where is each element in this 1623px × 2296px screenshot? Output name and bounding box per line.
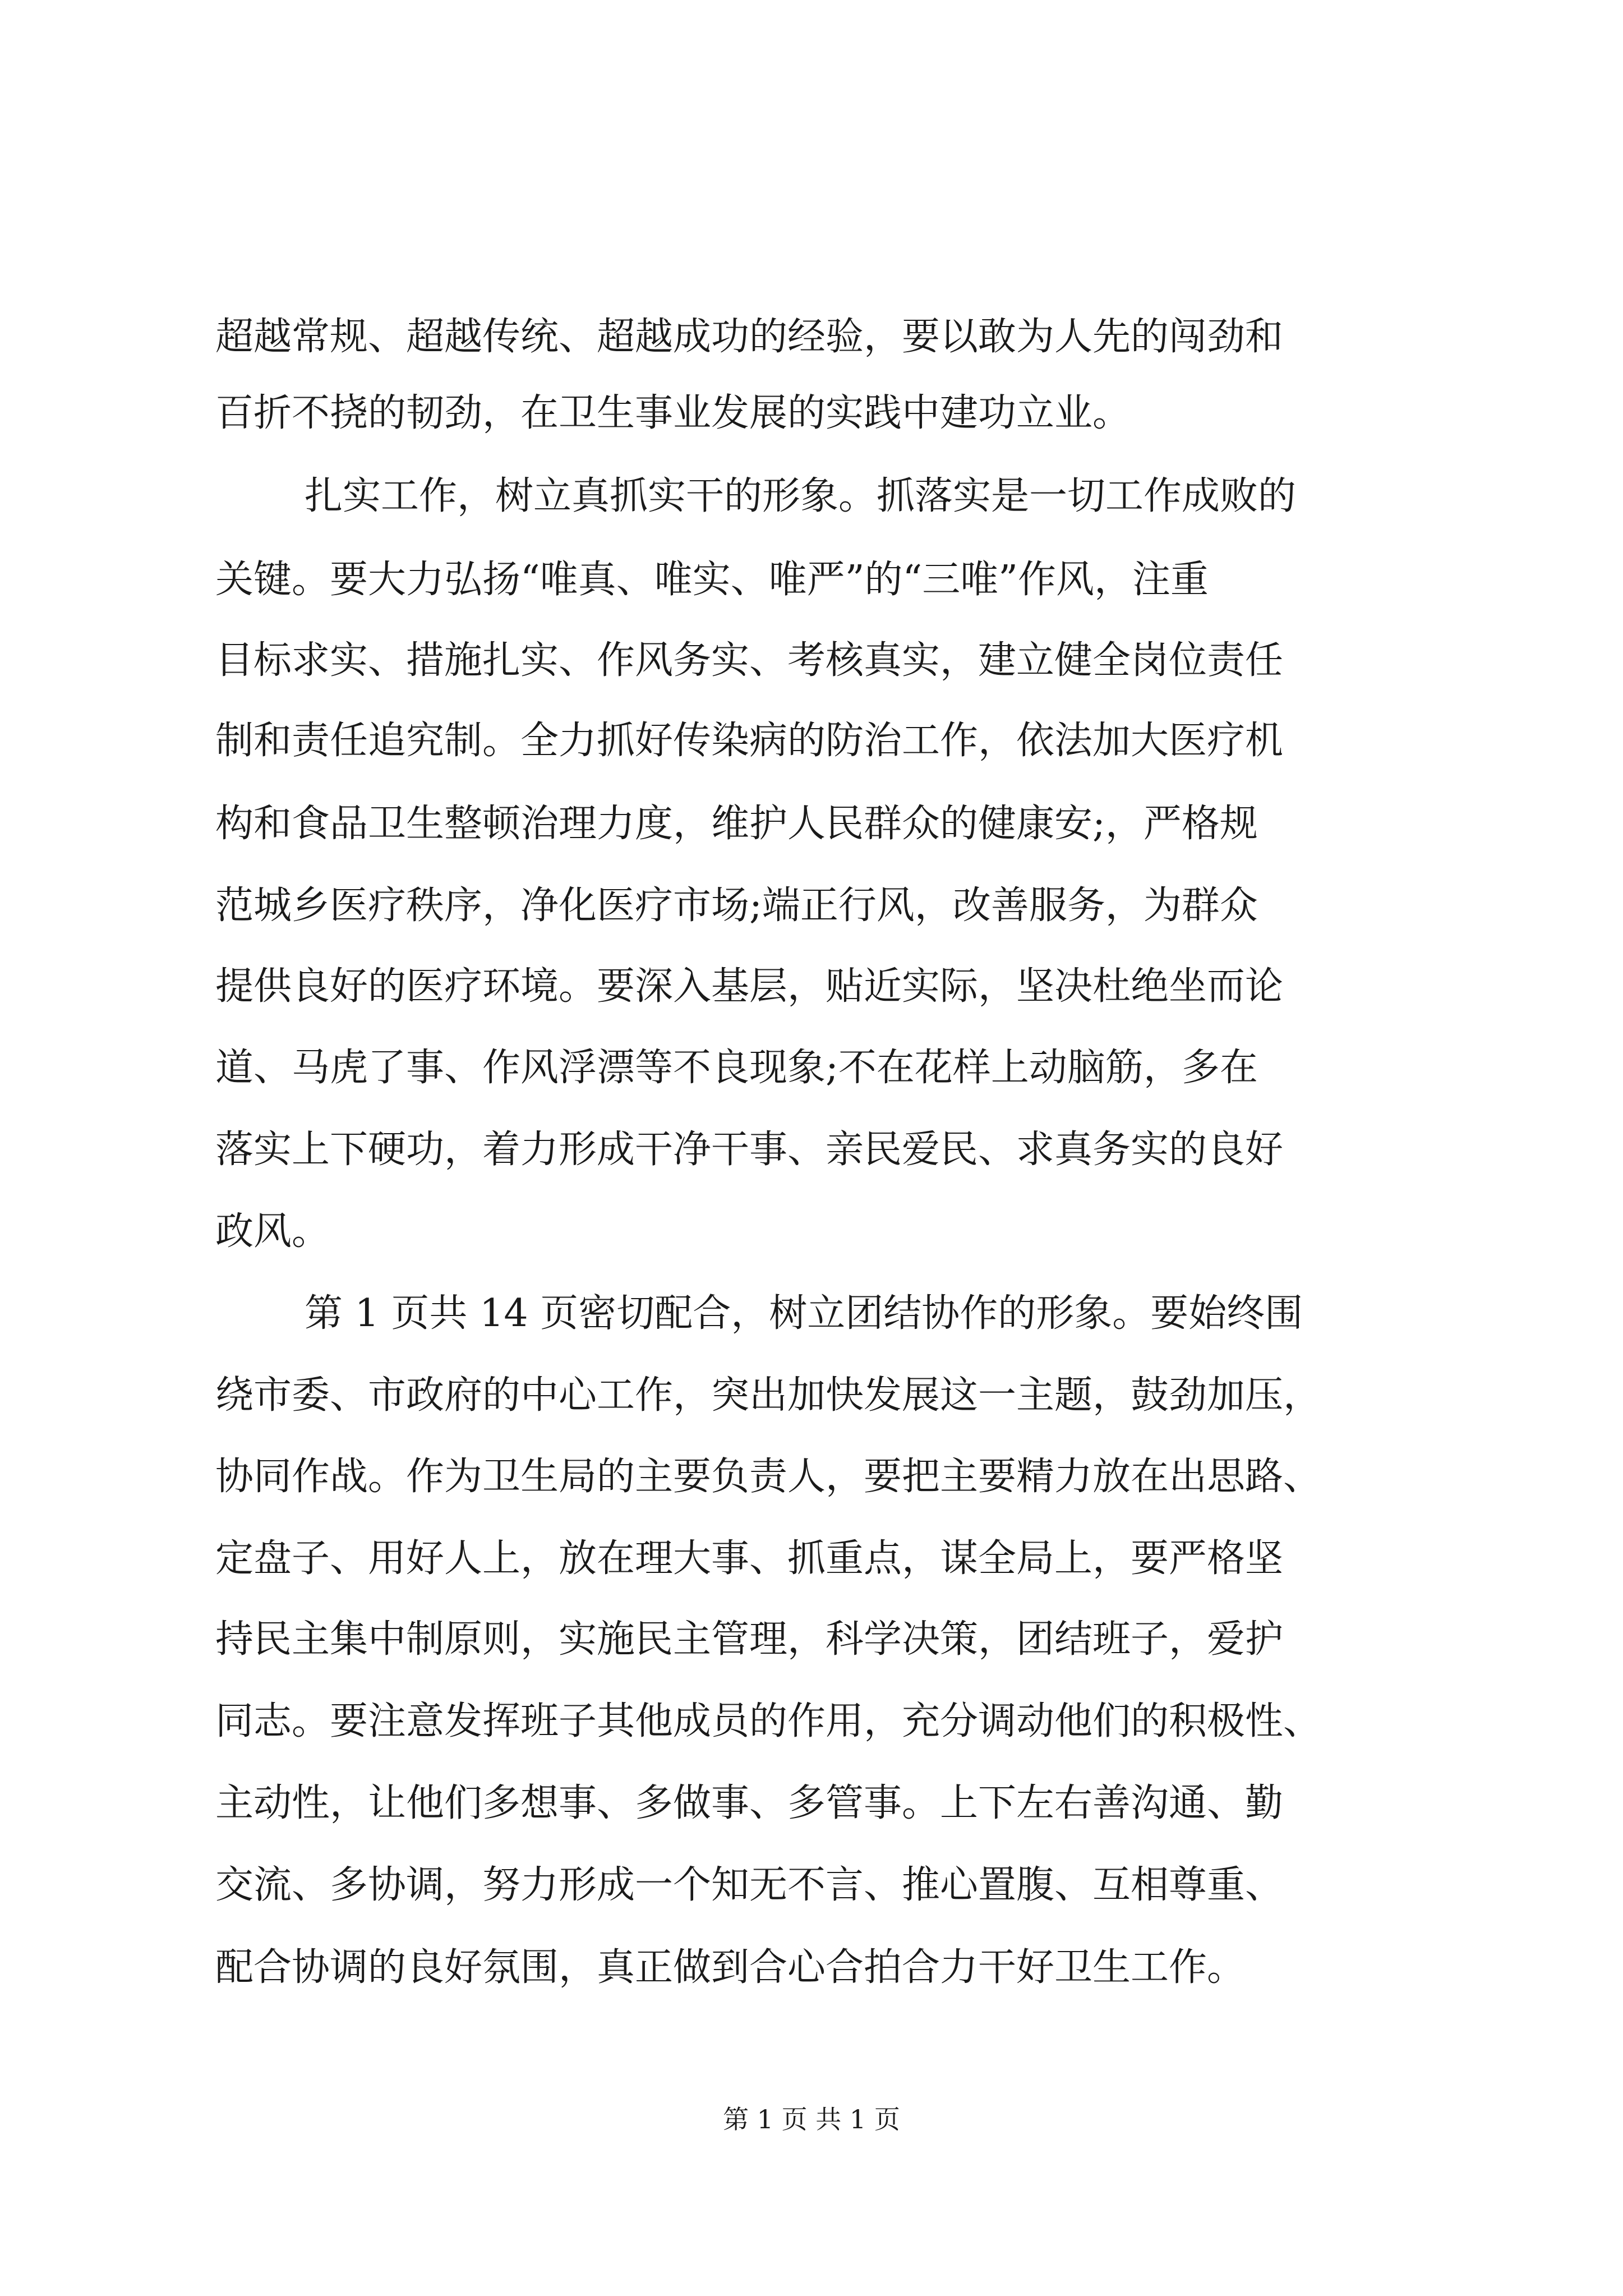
paragraph-3-line-3: 协同作战。作为卫生局的主要负责人，要把主要精力放在出思路、 — [215, 1455, 1322, 1499]
paragraph-2-line-10: 政风。 — [215, 1209, 330, 1254]
paragraph-2-line-7: 提供良好的医疗环境。要深入基层，贴近实际，坚决杜绝坐而论 — [215, 964, 1284, 1009]
paragraph-3-line-1: 第 1 页共 14 页密切配合，树立团结协作的形象。要始终围 — [305, 1291, 1303, 1336]
paragraph-3-line-7: 主动性，让他们多想事、多做事、多管事。上下左右善沟通、勤 — [215, 1781, 1284, 1825]
paragraph-1-line-2: 百折不挠的韧劲，在卫生事业发展的实践中建功立业。 — [215, 391, 1131, 435]
paragraph-2-line-2: 关键。要大力弘扬“唯真、唯实、唯严”的“三唯”作风，注重 — [215, 558, 1209, 602]
paragraph-3-line-6: 同志。要注意发挥班子其他成员的作用，充分调动他们的积极性、 — [215, 1699, 1322, 1743]
paragraph-1-line-1: 超越常规、超越传统、超越成功的经验，要以敢为人先的闯劲和 — [215, 315, 1284, 359]
paragraph-3-line-8: 交流、多协调，努力形成一个知无不言、推心置腹、互相尊重、 — [215, 1863, 1284, 1907]
paragraph-2-line-5: 构和食品卫生整顿治理力度，维护人民群众的健康安;，严格规 — [215, 802, 1258, 846]
paragraph-2-line-1: 扎实工作，树立真抓实干的形象。抓落实是一切工作成败的 — [305, 474, 1297, 518]
paragraph-2-line-8: 道、马虎了事、作风浮漂等不良现象;不在花样上动脑筋，多在 — [215, 1046, 1258, 1090]
paragraph-2-line-3: 目标求实、措施扎实、作风务实、考核真实，建立健全岗位责任 — [215, 638, 1284, 683]
paragraph-3-line-5: 持民主集中制原则，实施民主管理，科学决策，团结班子，爱护 — [215, 1617, 1284, 1662]
paragraph-2-line-4: 制和责任追究制。全力抓好传染病的防治工作，依法加大医疗机 — [215, 719, 1284, 763]
paragraph-2-line-6: 范城乡医疗秩序，净化医疗市场;端正行风，改善服务，为群众 — [215, 884, 1258, 928]
paragraph-2-line-9: 落实上下硬功，着力形成干净干事、亲民爱民、求真务实的良好 — [215, 1128, 1284, 1172]
paragraph-3-line-4: 定盘子、用好人上，放在理大事、抓重点，谋全局上，要严格坚 — [215, 1536, 1284, 1581]
page-footer: 第 1 页 共 1 页 — [723, 2104, 900, 2134]
paragraph-3-line-9: 配合协调的良好氛围，真正做到合心合拍合力干好卫生工作。 — [215, 1945, 1246, 1990]
paragraph-3-line-2: 绕市委、市政府的中心工作，突出加快发展这一主题，鼓劲加压， — [215, 1373, 1322, 1418]
